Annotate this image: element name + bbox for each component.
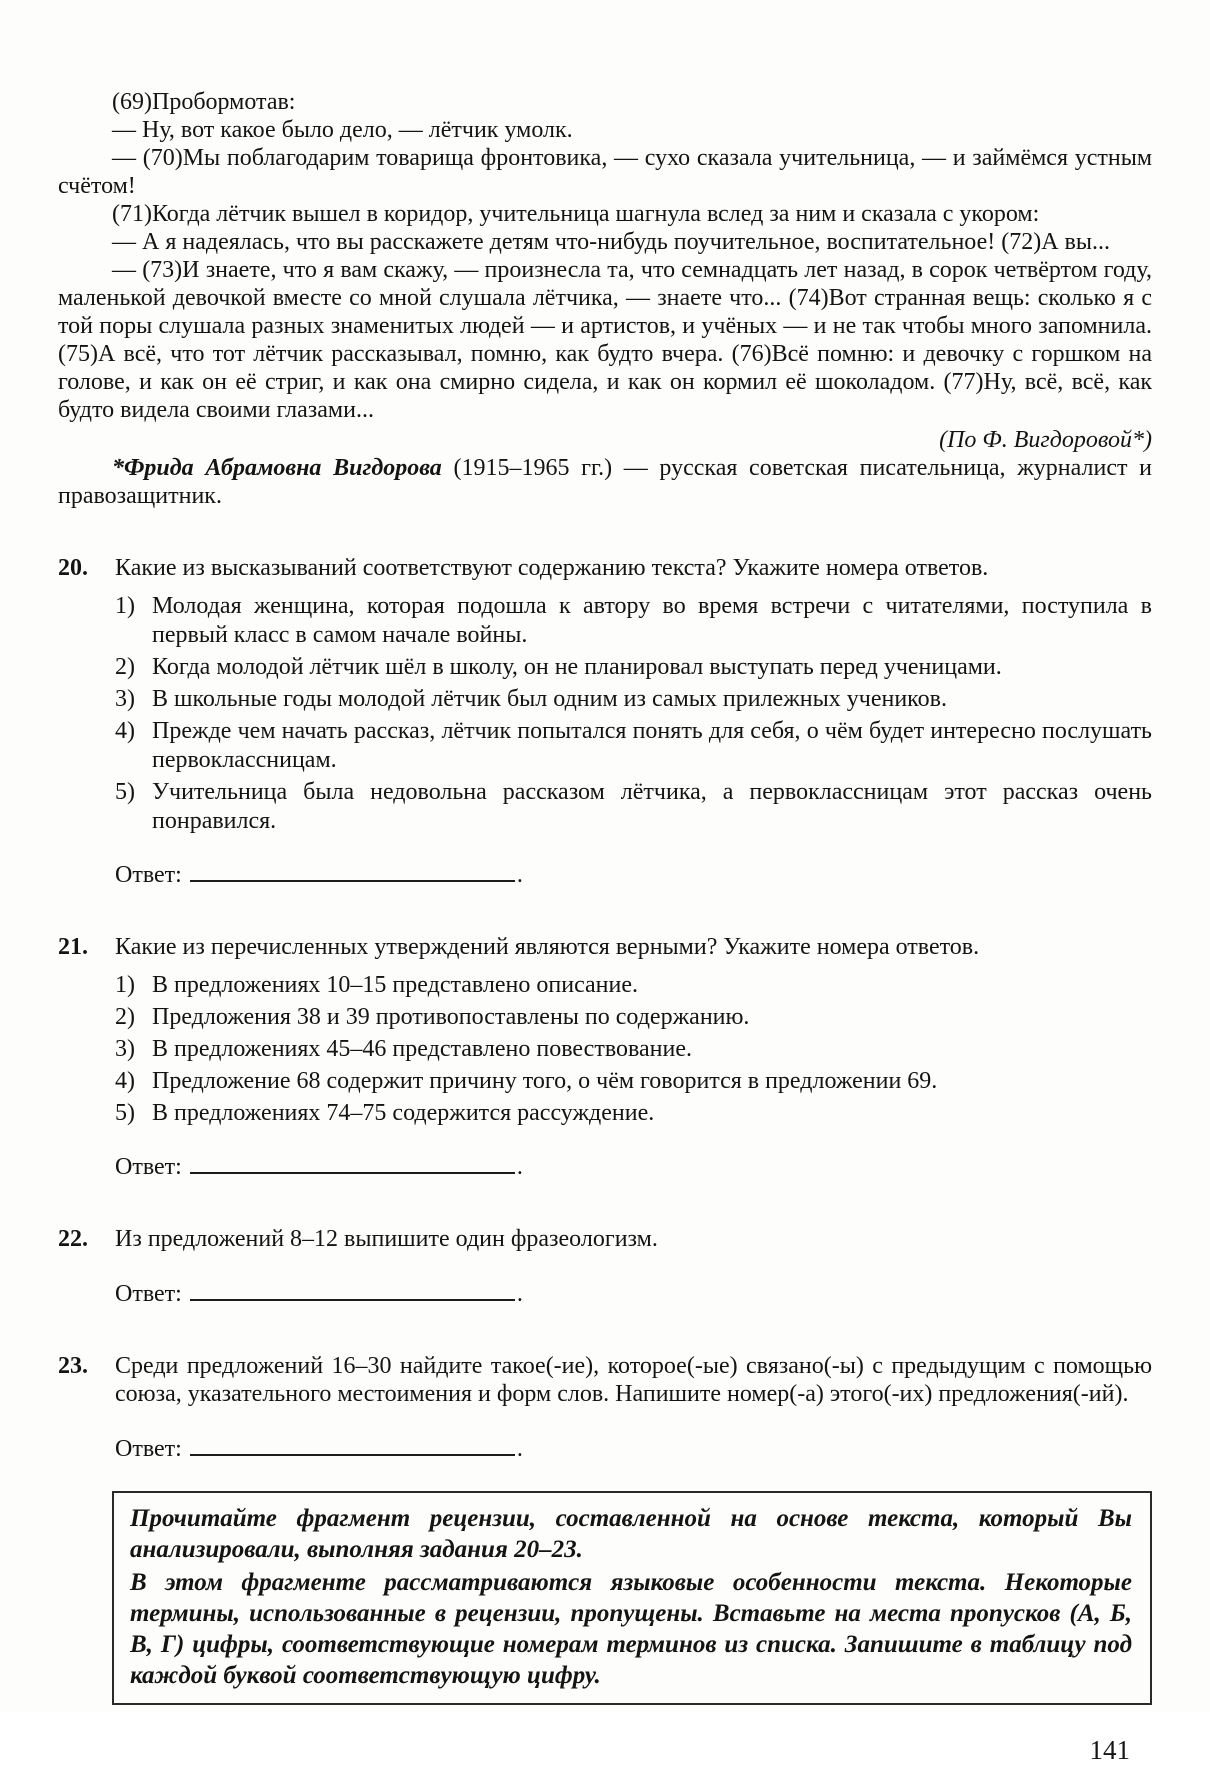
answer-suffix: . xyxy=(516,1281,523,1307)
option-text: Предложения 38 и 39 противопоставлены по содержанию. xyxy=(152,1004,750,1030)
task-23-prompt: Среди предложений 16–30 найдите такое(-ие), которое(-ые) связано(-ы) с предыдущим с помощью союза, указательного местоимения и форм слов. Напишите номер(-а) этого(-их) предложения(-ий). xyxy=(115,1353,1152,1407)
answer-suffix: . xyxy=(516,1154,523,1180)
task-20-prompt: Какие из высказываний соответствуют содержанию текста? Укажите номера ответов. xyxy=(115,555,989,581)
task-20-options xyxy=(115,592,1152,836)
option-text: Прежде чем начать рассказ, лётчик попытался понять для себя, о чём будет интересно послушать первоклассницам. xyxy=(152,718,1152,773)
answer-suffix: . xyxy=(516,862,523,888)
task-21-options xyxy=(115,971,1152,1128)
task-21-option-4 xyxy=(115,1067,1152,1096)
review-instruction-part-2: В этом фрагменте рассматриваются языковые особенности текста. Некоторые термины, использованные в рецензии, пропущены. Вставьте на места пропусков (А, Б, В, Г) цифры, соответствующие номерам терминов из списка. Запишите в таблицу под каждой буквой соответствующую цифру. xyxy=(130,1569,1132,1689)
passage-paragraph: (71)Когда лётчик вышел в коридор, учительница шагнула вслед за ним и сказала с укором: xyxy=(112,201,1040,227)
answer-suffix: . xyxy=(516,1436,523,1462)
option-number: 1) xyxy=(115,972,135,998)
task-22-answer-line xyxy=(115,1279,1152,1308)
task-20-option-5 xyxy=(115,778,1152,836)
option-number: 4) xyxy=(115,1068,135,1094)
passage-paragraph: — А я надеялась, что вы расскажете детям что-нибудь поучительное, воспитательное! (72)А вы... xyxy=(112,229,1111,255)
option-number: 2) xyxy=(115,654,135,680)
answer-blank xyxy=(190,860,515,882)
answer-blank xyxy=(190,1279,515,1301)
option-number: 2) xyxy=(115,1004,135,1030)
passage-paragraph: — Ну, вот какое было дело, — лётчик умолк. xyxy=(112,117,573,143)
review-instruction-part-1: Прочитайте фрагмент рецензии, составленной на основе текста, который Вы анализировали, выполняя задания 20–23. xyxy=(130,1505,1132,1563)
task-20-option-3 xyxy=(115,685,1152,714)
option-number: 3) xyxy=(115,686,135,712)
task-22 xyxy=(58,1225,1152,1308)
task-20-option-2 xyxy=(115,653,1152,682)
task-20-answer-line xyxy=(115,860,1152,889)
passage-attribution: (По Ф. Вигдоровой*) xyxy=(939,427,1152,453)
passage-paragraph: — (73)И знаете, что я вам скажу, — произнесла та, что семнадцать лет назад, в сорок четвёртом году, маленькой девочкой вместе со мной слушала лётчика, — знаете что... (74)Вот странная вещь: сколько я с той поры слушала разных знаменитых людей — и артистов, и учёных — и не так чтобы много запомнила. (75)А всё, что тот лётчик рассказывал, помню, как будто вчера. (76)Всё помню: и девочку с горшком на голове, и как он её стриг, и как она смирно сидела, и как он кормил её шоколадом. (77)Ну, всё, всё, как будто видела своими глазами... xyxy=(58,257,1152,423)
task-21-option-1 xyxy=(115,971,1152,1000)
footnote-author-info: (1915–1965 гг.) — русская советская писательница, журналист и правозащитник. xyxy=(58,455,1152,509)
option-text: Когда молодой лётчик шёл в школу, он не планировал выступать перед ученицами. xyxy=(152,654,1002,680)
page-number: 141 xyxy=(1089,1735,1130,1765)
option-text: В предложениях 10–15 представлено описание. xyxy=(152,972,639,998)
review-instruction-box xyxy=(112,1491,1152,1705)
task-20-option-1 xyxy=(115,592,1152,650)
task-23 xyxy=(58,1352,1152,1463)
task-21-number: 21. xyxy=(58,934,88,960)
option-number: 1) xyxy=(115,593,135,619)
task-21-option-2 xyxy=(115,1003,1152,1032)
task-21-answer-line xyxy=(115,1152,1152,1181)
answer-blank xyxy=(190,1152,515,1174)
option-number: 4) xyxy=(115,718,135,744)
task-23-number: 23. xyxy=(58,1353,88,1379)
answer-label: Ответ: xyxy=(115,1436,182,1462)
passage-paragraph: — (70)Мы поблагодарим товарища фронтовика, — сухо сказала учительница, — и займёмся устным счётом! xyxy=(58,145,1152,199)
task-20-option-4 xyxy=(115,717,1152,775)
option-text: В предложениях 74–75 содержится рассуждение. xyxy=(152,1100,655,1126)
option-number: 3) xyxy=(115,1036,135,1062)
task-21-option-3 xyxy=(115,1035,1152,1064)
passage-paragraph: (69)Пробормотав: xyxy=(112,89,296,115)
option-number: 5) xyxy=(115,1100,135,1126)
answer-label: Ответ: xyxy=(115,862,182,888)
author-footnote xyxy=(58,454,1152,510)
answer-label: Ответ: xyxy=(115,1281,182,1307)
task-21-prompt: Какие из перечисленных утверждений являются верными? Укажите номера ответов. xyxy=(115,934,980,960)
answer-blank xyxy=(190,1434,515,1456)
option-text: В школьные годы молодой лётчик был одним из самых прилежных учеников. xyxy=(152,686,947,712)
option-text: Учительница была недовольна рассказом лётчика, а первоклассницам этот рассказ очень понравился. xyxy=(152,779,1152,834)
task-21 xyxy=(58,933,1152,1181)
task-22-prompt: Из предложений 8–12 выпишите один фразеологизм. xyxy=(115,1226,658,1252)
task-21-option-5 xyxy=(115,1099,1152,1128)
option-number: 5) xyxy=(115,779,135,805)
text-passage xyxy=(58,88,1152,424)
task-23-answer-line xyxy=(115,1434,1152,1463)
option-text: В предложениях 45–46 представлено повествование. xyxy=(152,1036,692,1062)
footnote-author-name: *Фрида Абрамовна Вигдорова xyxy=(112,455,442,481)
option-text: Предложение 68 содержит причину того, о чём говорится в предложении 69. xyxy=(152,1068,938,1094)
task-20 xyxy=(58,554,1152,889)
answer-label: Ответ: xyxy=(115,1154,182,1180)
option-text: Молодая женщина, которая подошла к автору во время встречи с читателями, поступила в первый класс в самом начале войны. xyxy=(152,593,1152,648)
task-20-number: 20. xyxy=(58,555,88,581)
task-22-number: 22. xyxy=(58,1226,88,1252)
